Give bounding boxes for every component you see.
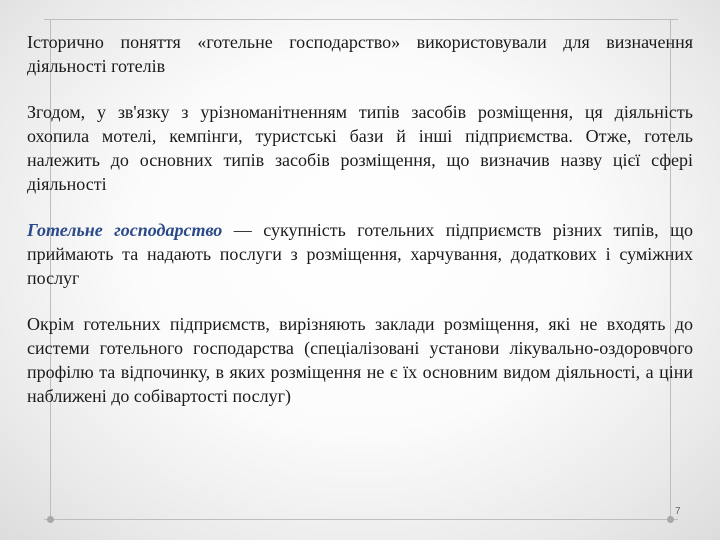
paragraph-history: Історично поняття «готельне господарство» використовували для визначення діяльності готелів: [27, 32, 693, 76]
paragraph-exclusions: Окрім готельних підприємств, вирізняють заклади розміщення, які не входять до системи готельного господарства (спеціалізовані установи лікувально-оздоровчого профілю та відпочинку, в яких розміщення не є їх основним видом діяльності, а ціни наближені до собівартості послуг): [27, 314, 693, 406]
definition-term: Готельне господарство: [27, 220, 223, 240]
slide-number: 7: [675, 506, 681, 517]
slide-body: [27, 30, 693, 408]
definition-text: — сукупність готельних підприємств різних типів, що приймають та надають послуги з розміщення, харчування, додаткових і суміжних послуг: [27, 220, 694, 288]
paragraph-expansion: Згодом, у зв'язку з урізноманітненням типів засобів розміщення, ця діяльність охопила мотелі, кемпінги, туристські бази й інші підприємства. Отже, готель належить до основних типів засобів розміщення, що визначив назву цієї сфері діяльності: [27, 102, 693, 194]
frame-dot-bottom-right: [667, 516, 674, 523]
frame-dot-bottom-left: [47, 516, 54, 523]
frame-line-top: [44, 19, 678, 20]
paragraph-definition: [27, 218, 693, 290]
frame-line-bottom: [44, 519, 678, 520]
